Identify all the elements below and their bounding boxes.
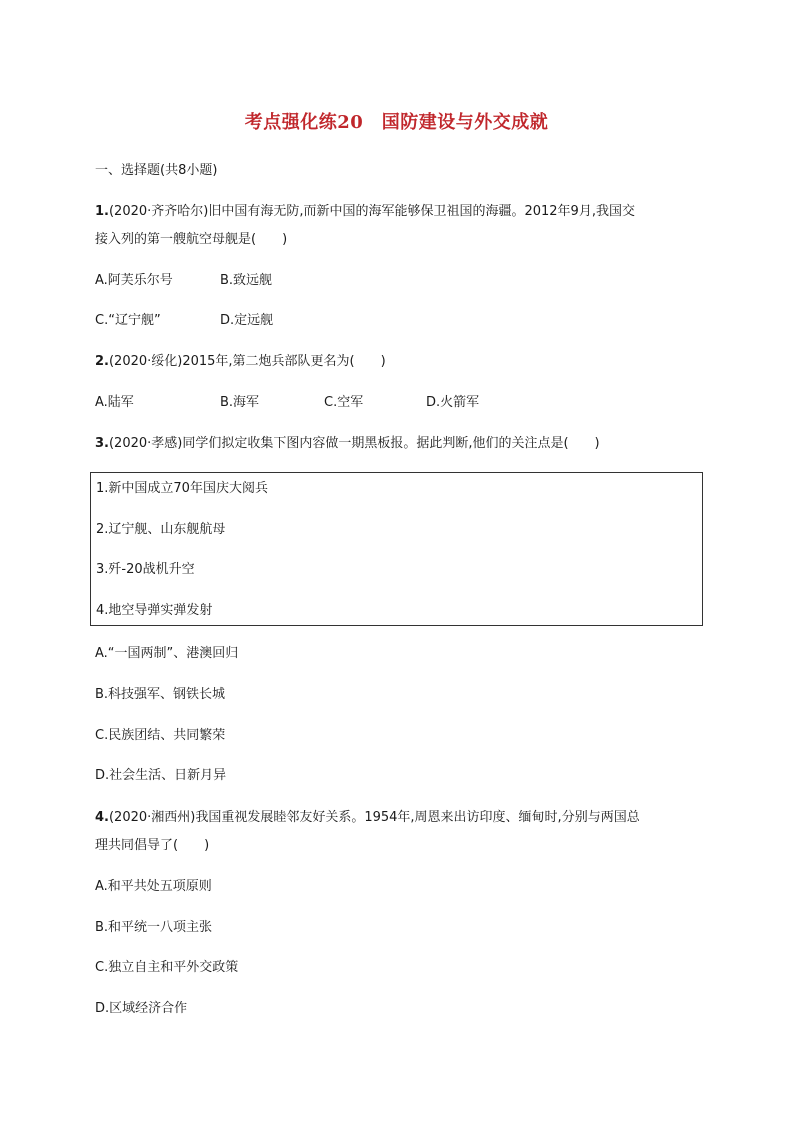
- material-item-1: 1.新中国成立70年国庆大阅兵: [96, 481, 268, 496]
- question-3-text-1: (2020·孝感)同学们拟定收集下图内容做一期黑板报。据此判断,他们的关注点是( ): [108, 436, 600, 451]
- q4-option-d: D.区域经济合作: [95, 1001, 188, 1016]
- q4-option-c: C.独立自主和平外交政策: [95, 960, 239, 975]
- question-1-number: 1.: [95, 204, 109, 219]
- q2-option-d: D.火箭军: [426, 395, 480, 410]
- question-4-line-1: [95, 808, 640, 828]
- question-1-line-1: [95, 202, 635, 222]
- q4-option-b: B.和平统一八项主张: [95, 920, 213, 935]
- q2-option-a: A.陆军: [95, 395, 134, 410]
- question-1-text-1: (2020·齐齐哈尔)旧中国有海无防,而新中国的海军能够保卫祖国的海疆。2012年9月,我国交: [108, 204, 635, 219]
- material-box: [90, 472, 703, 626]
- q2-option-b: B.海军: [220, 395, 260, 410]
- q4-option-a: A.和平共处五项原则: [95, 879, 212, 894]
- q2-option-c: C.空军: [324, 395, 364, 410]
- question-4-text-1: (2020·湘西州)我国重视发展睦邻友好关系。1954年,周恩来出访印度、缅甸时,分别与两国总: [108, 810, 640, 825]
- question-1-text-2: 接入列的第一艘航空母舰是( ): [95, 232, 288, 247]
- material-item-2: 2.辽宁舰、山东舰航母: [96, 522, 226, 537]
- question-3-number: 3.: [95, 436, 109, 451]
- q3-option-c: C.民族团结、共同繁荣: [95, 728, 226, 743]
- question-4-text-2: 理共同倡导了( ): [95, 838, 210, 853]
- q1-option-d: D.定远舰: [220, 313, 274, 328]
- question-2-text-1: (2020·绥化)2015年,第二炮兵部队更名为( ): [108, 354, 386, 369]
- q1-option-c: C.“辽宁舰”: [95, 313, 161, 328]
- page-title: 考点强化练20 国防建设与外交成就: [244, 112, 549, 133]
- question-4-number: 4.: [95, 810, 109, 825]
- q3-option-b: B.科技强军、钢铁长城: [95, 687, 226, 702]
- material-item-3: 3.歼-20战机升空: [96, 562, 195, 577]
- q3-option-d: D.社会生活、日新月异: [95, 768, 227, 783]
- section-heading: 一、选择题(共8小题): [95, 163, 218, 178]
- question-2-number: 2.: [95, 354, 109, 369]
- q1-option-a: A.阿芙乐尔号: [95, 273, 173, 288]
- material-item-4: 4.地空导弹实弹发射: [96, 603, 213, 618]
- question-3-line-1: [95, 434, 600, 454]
- q3-option-a: A.“一国两制”、港澳回归: [95, 646, 239, 661]
- q1-option-b: B.致远舰: [220, 273, 273, 288]
- question-2-line-1: [95, 352, 386, 372]
